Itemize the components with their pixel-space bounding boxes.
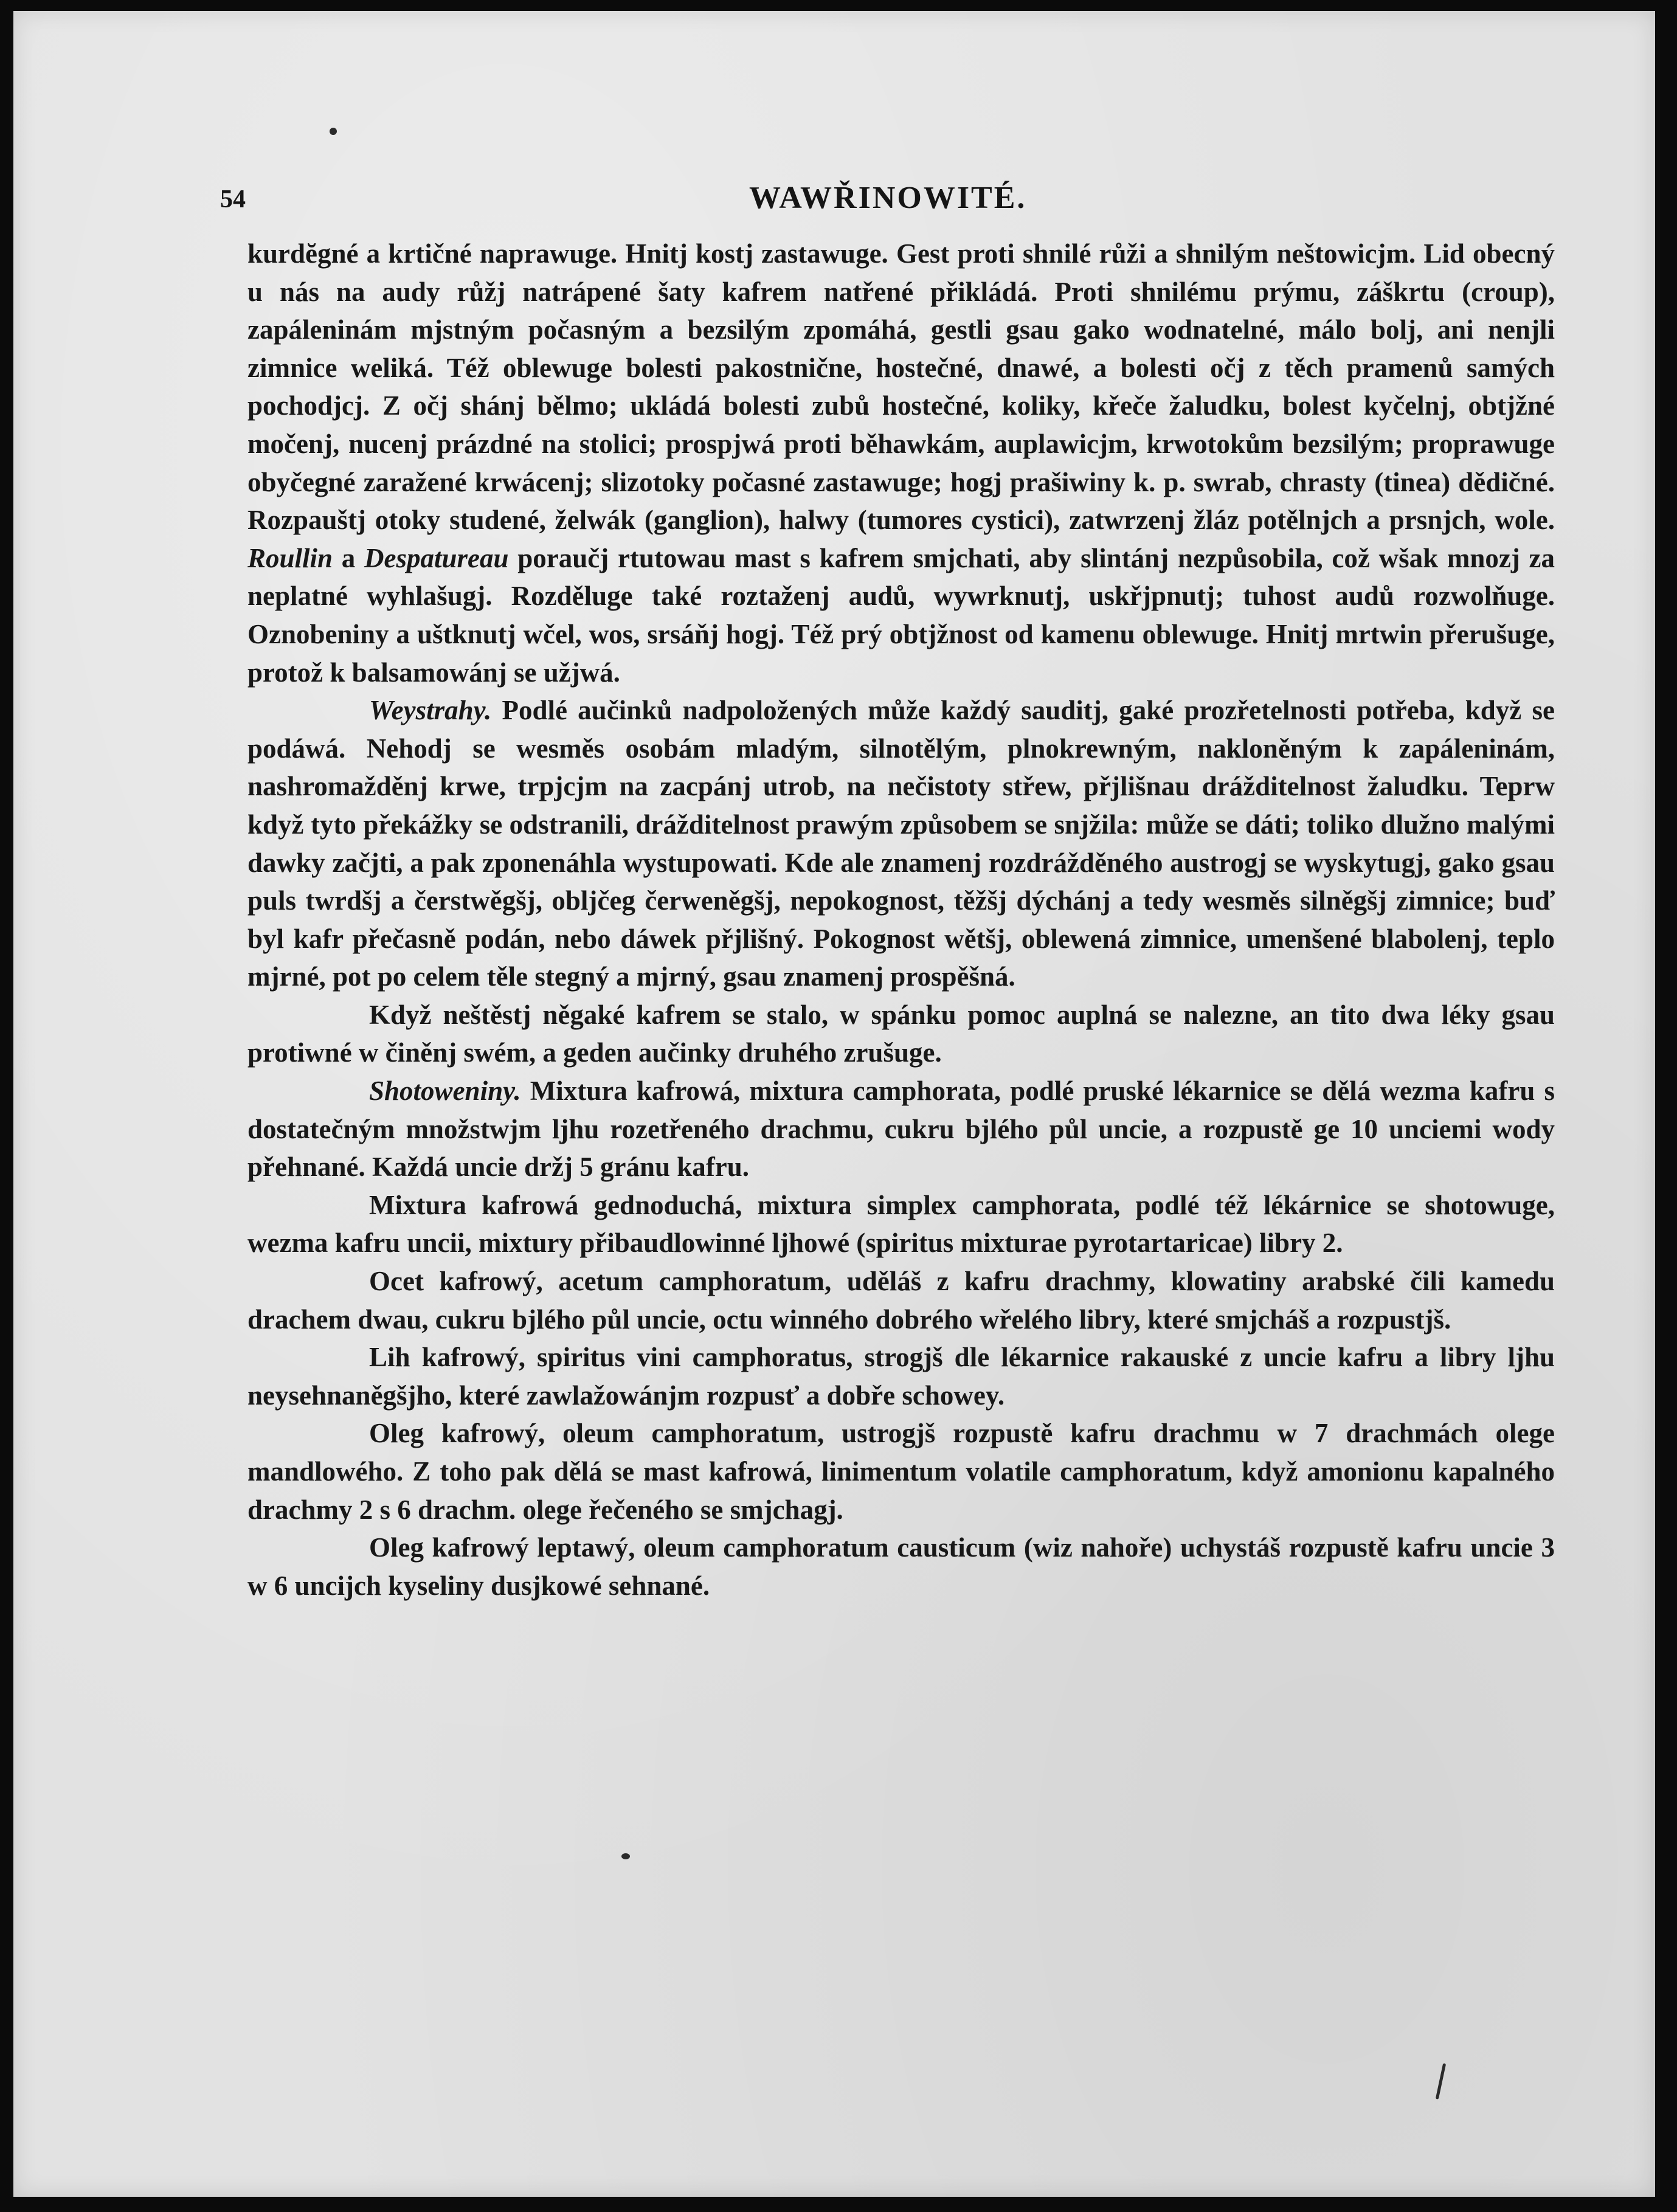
text-run: Ocet kafrowý, acetum camphoratum, uděláš z kafru drachmy, klowatiny arabské čili kamedu drachem dwau, cukru bjlého půl uncie, octu winného dobrého wřelého libry, které smjcháš a rozpustjš.: [247, 1266, 1555, 1335]
ink-speck: [621, 1853, 630, 1859]
paragraph: [247, 1072, 1555, 1186]
paragraph: [247, 1186, 1555, 1262]
paragraph: [247, 996, 1555, 1072]
ink-speck: [330, 128, 337, 135]
paragraph: [247, 691, 1555, 996]
paragraph: [247, 1338, 1555, 1414]
italic-term: Shotoweniny.: [369, 1076, 521, 1107]
body-text: [247, 235, 1555, 1605]
text-run: Když neštěstj něgaké kafrem se stalo, w spánku pomoc auplná se nalezne, an tito dwa léky gsau protiwné w činěnj swém, a geden aučinky druhého zrušuge.: [247, 999, 1555, 1068]
ink-speck: [1436, 2063, 1446, 2100]
italic-term: Roullin: [247, 542, 333, 573]
text-run: poraučj rtutowau mast s kafrem smjchati, aby slintánj nezpůsobila, což wšak mnozj za neplatné wyhlašugj. Rozděluge také roztaženj audů, wywrknutj, uskřjpnutj; tuhost audů rozwolňuge. Oznobeniny a uštknutj wčel, wos, srsáňj hogj. Též prý obtjžnost od kamenu oblewuge. Hnitj mrtwin přerušuge, protož k balsamowánj se užjwá.: [247, 542, 1555, 688]
book-page: [13, 11, 1655, 2197]
paragraph: [247, 235, 1555, 691]
running-title: WAWŘINOWITÉ.: [749, 181, 1027, 215]
text-run: Oleg kafrowý leptawý, oleum camphoratum causticum (wiz nahoře) uchystáš rozpustě kafru uncie 3 w 6 uncijch kyseliny dusjkowé sehnané.: [247, 1532, 1555, 1601]
text-run: Mixtura kafrowá gednoduchá, mixtura simplex camphorata, podlé též lékárnice se shotowuge, wezma kafru uncii, mixtury přibaudlowinné ljhowé (spiritus mixturae pyrotartaricae) libry 2.: [247, 1189, 1555, 1259]
text-run: Oleg kafrowý, oleum camphoratum, ustrogjš rozpustě kafru drachmu w 7 drachmách olege mandlowého. Z toho pak dělá se mast kafrowá, linimentum volatile camphoratum, když amonionu kapalného drachmy 2 s 6 drachm. olege řečeného se smjchagj.: [247, 1418, 1555, 1525]
text-run: a: [333, 542, 365, 573]
text-run: Lih kafrowý, spiritus vini camphoratus, strogjš dle lékarnice rakauské z uncie kafru a libry ljhu neysehnaněgšjho, které zawlažowánjm rozpusť a dobře schowey.: [247, 1342, 1555, 1411]
page-header: [220, 168, 1375, 223]
italic-term: Weystrahy.: [369, 695, 492, 726]
paragraph: [247, 1529, 1555, 1605]
text-run: kurdĕgné a krtičné naprawuge. Hnitj kostj zastawuge. Gest proti shnilé růži a shnilým neštowicjm. Lid obecný u nás na audy růžj natrápené šaty kafrem natřené přikládá. Proti shnilému prýmu, záškrtu (croup), zapáleninám mjstným počasným a bezsilým zpomáhá, gestli gsau gako wodnatelné, málo bolj, ani nenjli zimnice weliká. Též oblewuge bolesti pakostnične, hostečné, dnawé, a bolesti očj z těch pramenů samých pochodjcj. Z očj shánj bělmo; ukládá bolesti zubů hostečné, koliky, křeče žaludku, bolest kyčelnj, obtjžné močenj, nucenj prázdné na stolici; prospjwá proti běhawkám, auplawicjm, krwotokům bezsilým; proprawuge obyčegné zaražené krwácenj; slizotoky počasné zastawuge; hogj prašiwiny k. p. swrab, chrasty (tinea) dědičné. Rozpauštj otoky studené, želwák (ganglion), halwy (tumores cystici), zatwrzenj žláz potělnjch a prsnjch, wole.: [247, 238, 1555, 536]
text-run: Podlé aučinků nadpoložených může každý sauditj, gaké prozřetelnosti potřeba, když se podáwá. Nehodj se wesměs osobám mladým, silnotělým, plnokrewným, nakloněným k zapáleninám, nashromažděnj krwe, trpjcjm na zacpánj utrob, na nečistoty střew, přjlišnau drážditelnost žaludku. Teprw když tyto překážky se odstranili, drážditelnost prawým způsobem se snjžila: může se dáti; toliko dlužno malými dawky začjti, a pak zponenáhla wystupowati. Kde ale znamenj rozdrážděného austrogj se wyskytugj, gako gsau puls twrdšj a čerstwěgšj, obljčeg čerweněgšj, nepokognost, těžšj dýchánj a tedy wesměs silněgšj zimnice; buď byl kafr přečasně podán, nebo dáwek přjlišný. Pokognost wětšj, oblewená zimnice, umenšené blabolenj, teplo mjrné, pot po celem těle stegný a mjrný, gsau znamenj prospěšná.: [247, 695, 1555, 992]
italic-term: Despatureau: [364, 542, 509, 573]
paragraph: [247, 1262, 1555, 1338]
paragraph: [247, 1414, 1555, 1529]
text-run: Mixtura kafrowá, mixtura camphorata, podlé pruské lékarnice se dělá wezma kafru s dostatečným množstwjm ljhu rozetřeného drachmu, cukru bjlého půl uncie, a rozpustě ge 10 unciemi wody přehnané. Každá uncie držj 5 gránu kafru.: [247, 1076, 1555, 1183]
page-number: 54: [220, 185, 246, 213]
